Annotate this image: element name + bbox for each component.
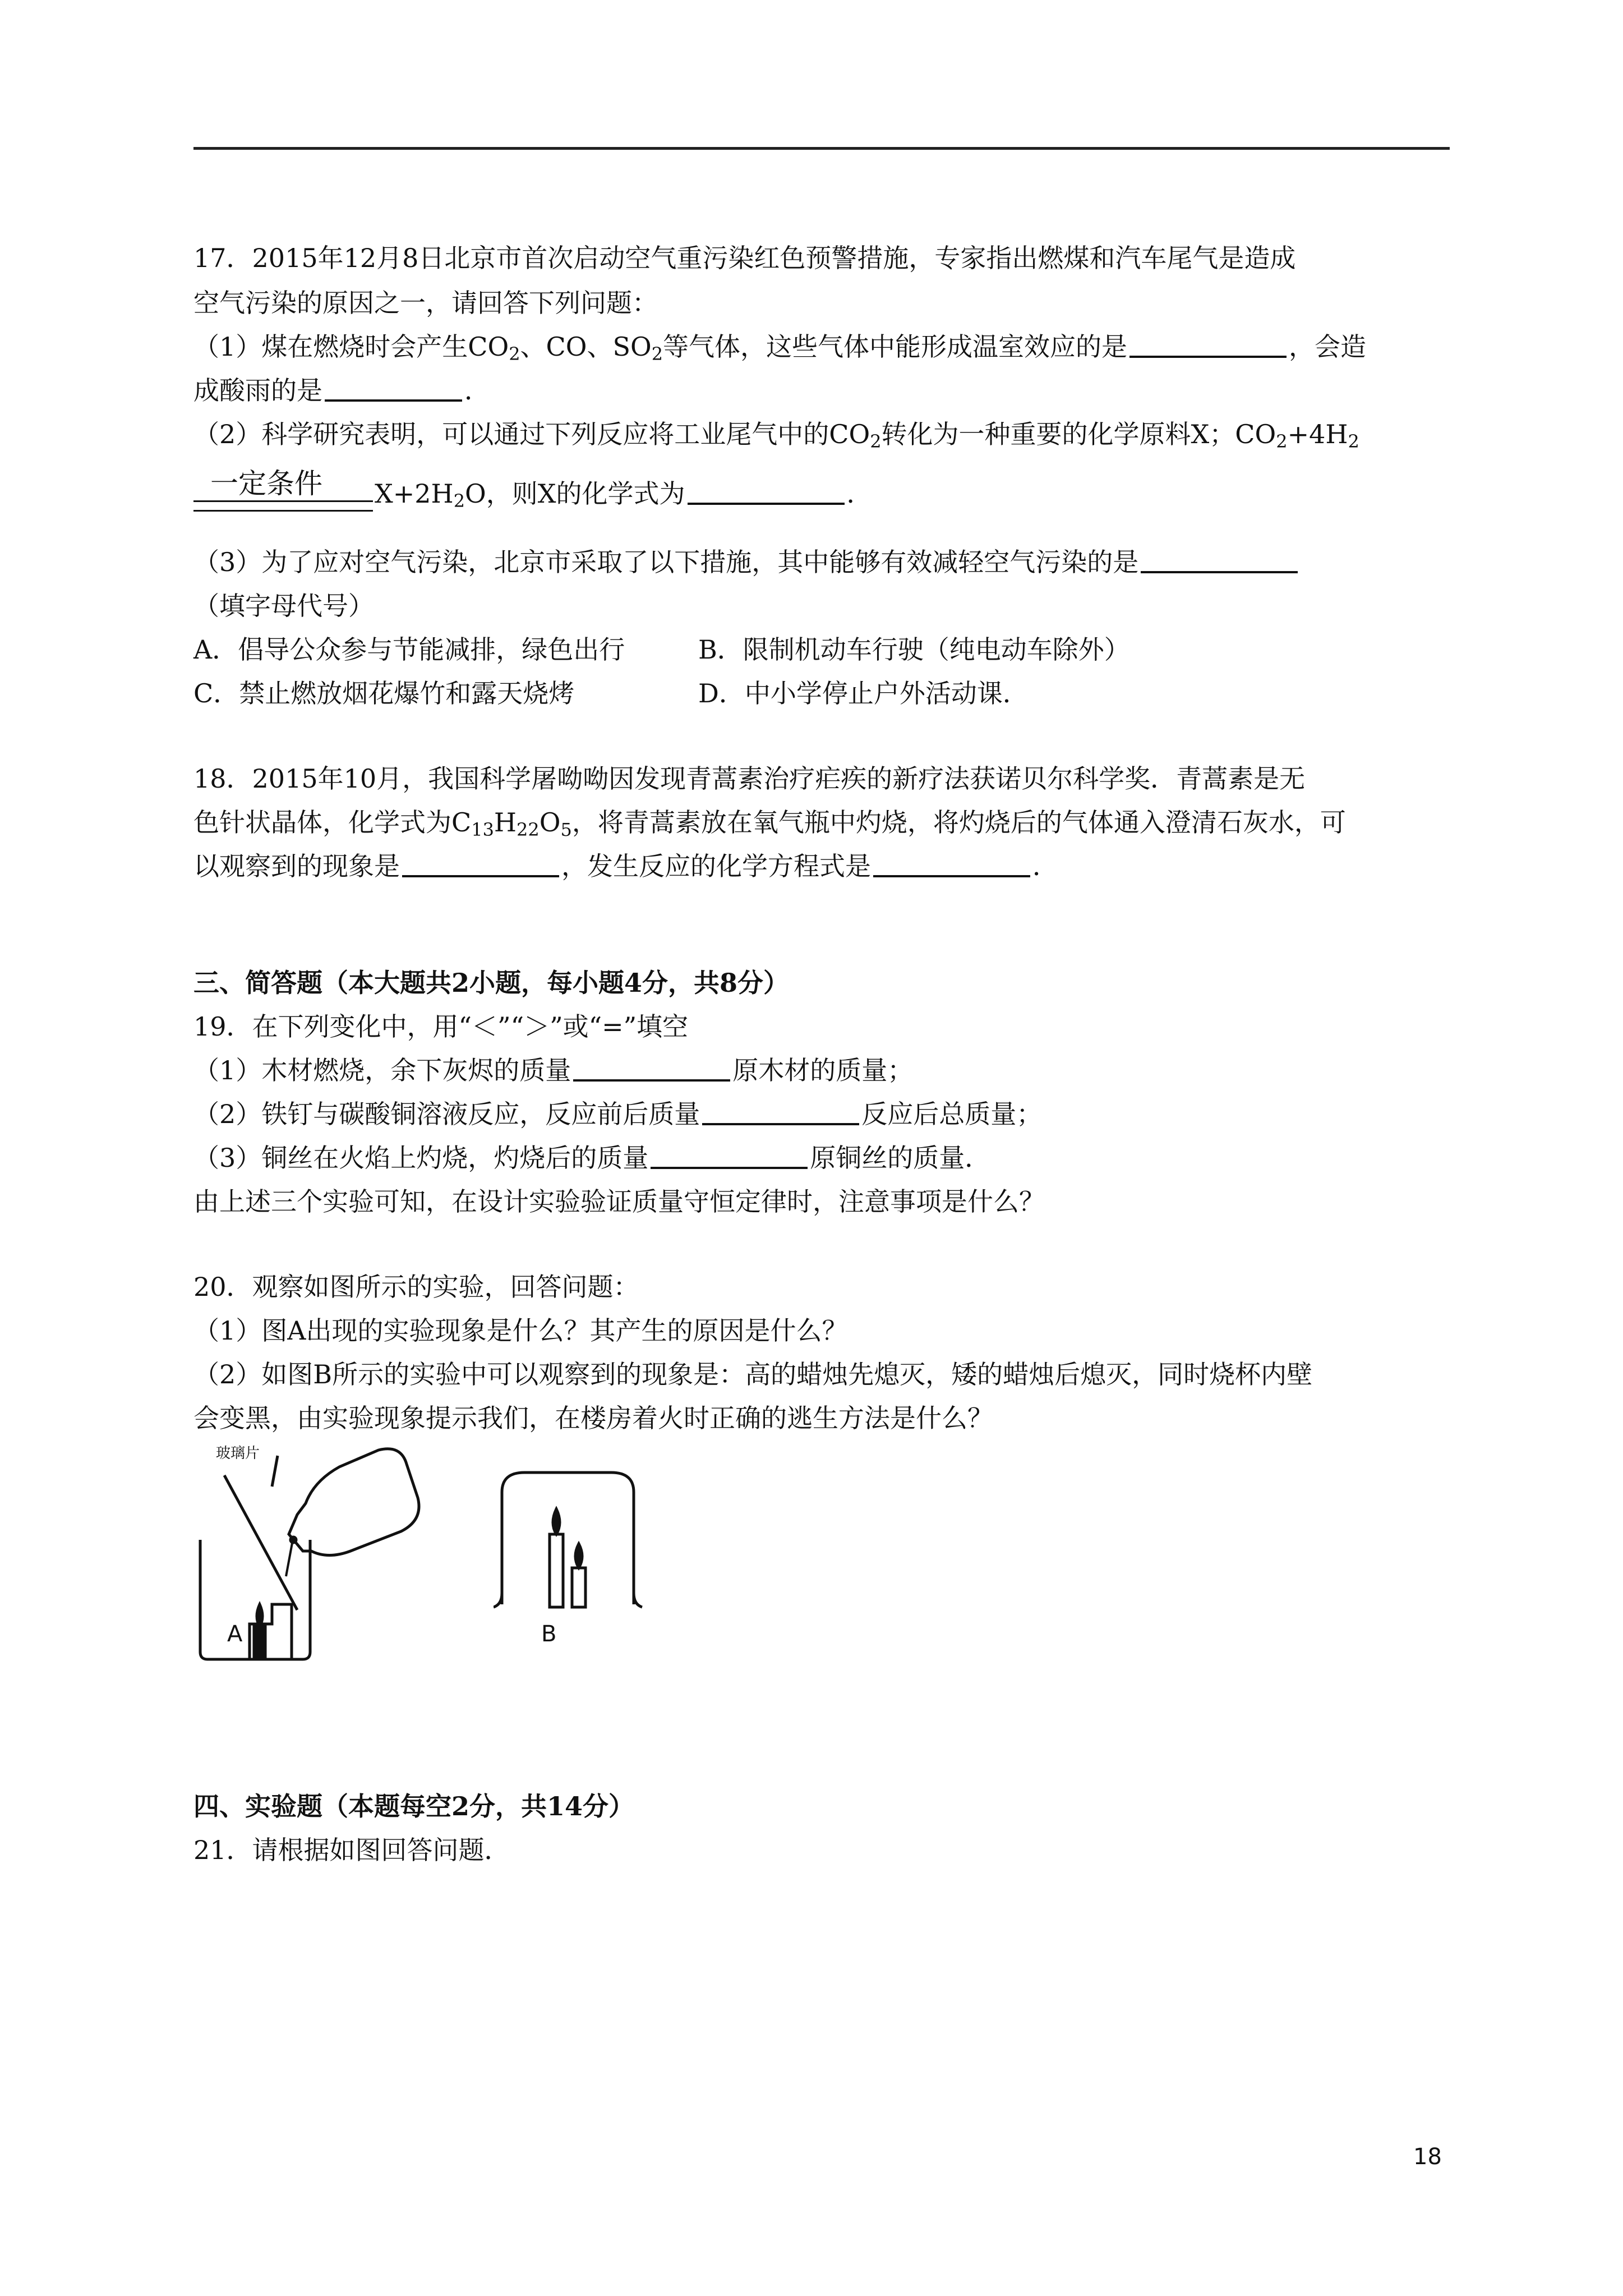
- q19-item-3: [193, 1141, 990, 1175]
- q20-part-2-line-1: （2）如图B所示的实验中可以观察到的现象是：高的蜡烛先熄灭，矮的蜡烛后熄灭，同时烧杯内壁: [193, 1359, 1313, 1389]
- answer-blank-greenhouse[interactable]: [1129, 330, 1287, 358]
- subscript: 5: [560, 819, 572, 840]
- text: O: [539, 807, 561, 838]
- q18-line-1: 18．2015年10月，我国科学屠呦呦因发现青蒿素治疗疟疾的新疗法获诺贝尔科学奖．青蒿素是无: [193, 763, 1306, 794]
- q17-option-a: A．倡导公众参与节能减排，绿色出行: [193, 634, 625, 665]
- subscript: 2: [509, 343, 520, 365]
- text: 反应后总质量；: [861, 1099, 1043, 1129]
- text: H: [494, 807, 517, 838]
- q17-line-5: [193, 417, 1359, 451]
- q17-line-7: [193, 545, 1300, 579]
- subscript: 2: [1348, 431, 1359, 452]
- answer-blank-19-1[interactable]: [573, 1053, 730, 1082]
- q18-line-3: [193, 849, 1058, 883]
- text: ．: [1032, 851, 1058, 881]
- q17-line-1: 17．2015年12月8日北京市首次启动空气重污染红色预警措施，专家指出燃煤和汽车尾气是造成: [193, 243, 1296, 273]
- q20-stem: 20．观察如图所示的实验，回答问题：: [193, 1272, 639, 1302]
- header-rule: [193, 147, 1450, 150]
- text: （1）煤在燃烧时会产生CO: [193, 332, 509, 362]
- q17-option-d: D．中小学停止户外活动课．: [698, 678, 1029, 708]
- text: 等气体，这些气体中能形成温室效应的是: [663, 332, 1128, 362]
- figure-b-label: B: [541, 1621, 557, 1647]
- text: （1）木材燃烧，余下灰烬的质量: [193, 1055, 571, 1085]
- answer-blank-equation[interactable]: [873, 849, 1030, 877]
- q17-line-3: [193, 330, 1366, 364]
- reaction-condition: [193, 461, 373, 517]
- text: +4H: [1287, 419, 1348, 449]
- figure-b-drawing: [494, 1470, 645, 1616]
- text: 原铜丝的质量．: [810, 1143, 991, 1173]
- q19-stem: 19．在下列变化中，用“＜”“＞”或“=”填空: [193, 1011, 689, 1042]
- glass-slide-label: 玻璃片: [216, 1445, 260, 1462]
- text: （2）铁钉与碳酸铜溶液反应，反应前后质量: [193, 1099, 700, 1129]
- answer-blank-19-3[interactable]: [651, 1141, 808, 1169]
- figure-a-label: A: [227, 1621, 243, 1647]
- q17-option-b: B．限制机动车行驶（纯电动车除外）: [698, 634, 1130, 665]
- text: 原木材的质量；: [732, 1055, 914, 1085]
- section-4-title: 四、实验题（本题每空2分，共14分）: [193, 1791, 635, 1821]
- subscript: 22: [517, 819, 540, 840]
- text: O，则X的化学式为: [465, 478, 685, 509]
- q19-item-2: [193, 1097, 1042, 1131]
- answer-blank-acid-rain[interactable]: [325, 374, 462, 402]
- subscript: 2: [651, 343, 663, 365]
- text: ．: [846, 478, 873, 509]
- text: ，发生反应的化学方程式是: [561, 851, 871, 881]
- q17-line-8: （填字母代号）: [193, 591, 374, 621]
- text: X+2H: [375, 478, 454, 509]
- text: ．: [464, 375, 490, 406]
- answer-blank-measures[interactable]: [1141, 545, 1298, 573]
- reaction-equals-sign: [193, 500, 373, 512]
- text: 成酸雨的是: [193, 375, 322, 406]
- text: （3）为了应对空气污染，北京市采取了以下措施，其中能够有效减轻空气污染的是: [193, 547, 1139, 577]
- q18-line-2: [193, 806, 1346, 839]
- answer-blank-19-2[interactable]: [702, 1097, 859, 1125]
- section-3-title: 三、简答题（本大题共2小题，每小题4分，共8分）: [193, 968, 790, 998]
- subscript: 2: [453, 490, 465, 512]
- q19-conclusion: 由上述三个实验可知，在设计实验验证质量守恒定律时，注意事项是什么？: [193, 1186, 1045, 1217]
- subscript: 2: [870, 431, 882, 452]
- q19-item-1: [193, 1053, 913, 1087]
- subscript: 13: [471, 819, 494, 840]
- page-number: 18: [1413, 2144, 1442, 2170]
- q20-part-1: （1）图A出现的实验现象是什么？其产生的原因是什么？: [193, 1315, 848, 1346]
- figure-a: [193, 1442, 451, 1666]
- subscript: 2: [1276, 431, 1288, 452]
- answer-blank-phenomenon[interactable]: [402, 849, 559, 877]
- q17-line-6: [375, 477, 873, 510]
- text: 色针状晶体，化学式为C: [193, 807, 472, 838]
- q17-line-4: [193, 374, 490, 407]
- reaction-condition-label: 一定条件: [210, 467, 322, 500]
- text: ，将青蒿素放在氧气瓶中灼烧，将灼烧后的气体通入澄清石灰水，可: [571, 807, 1346, 838]
- text: 、CO、SO: [520, 332, 652, 362]
- figure-b: [494, 1470, 645, 1647]
- q20-part-2-line-2: 会变黑，由实验现象提示我们，在楼房着火时正确的逃生方法是什么？: [193, 1403, 993, 1433]
- q21-stem: 21．请根据如图回答问题．: [193, 1835, 510, 1865]
- text: 转化为一种重要的化学原料X；CO: [881, 419, 1276, 449]
- q17-option-c: C．禁止燃放烟花爆竹和露天烧烤: [193, 678, 575, 708]
- text: ，会造: [1289, 332, 1367, 362]
- text: 以观察到的现象是: [193, 851, 400, 881]
- text: （2）科学研究表明，可以通过下列反应将工业尾气中的CO: [193, 419, 870, 449]
- q17-line-2: 空气污染的原因之一，请回答下列问题：: [193, 288, 658, 318]
- text: （3）铜丝在火焰上灼烧，灼烧后的质量: [193, 1143, 649, 1173]
- answer-blank-x-formula[interactable]: [688, 477, 845, 505]
